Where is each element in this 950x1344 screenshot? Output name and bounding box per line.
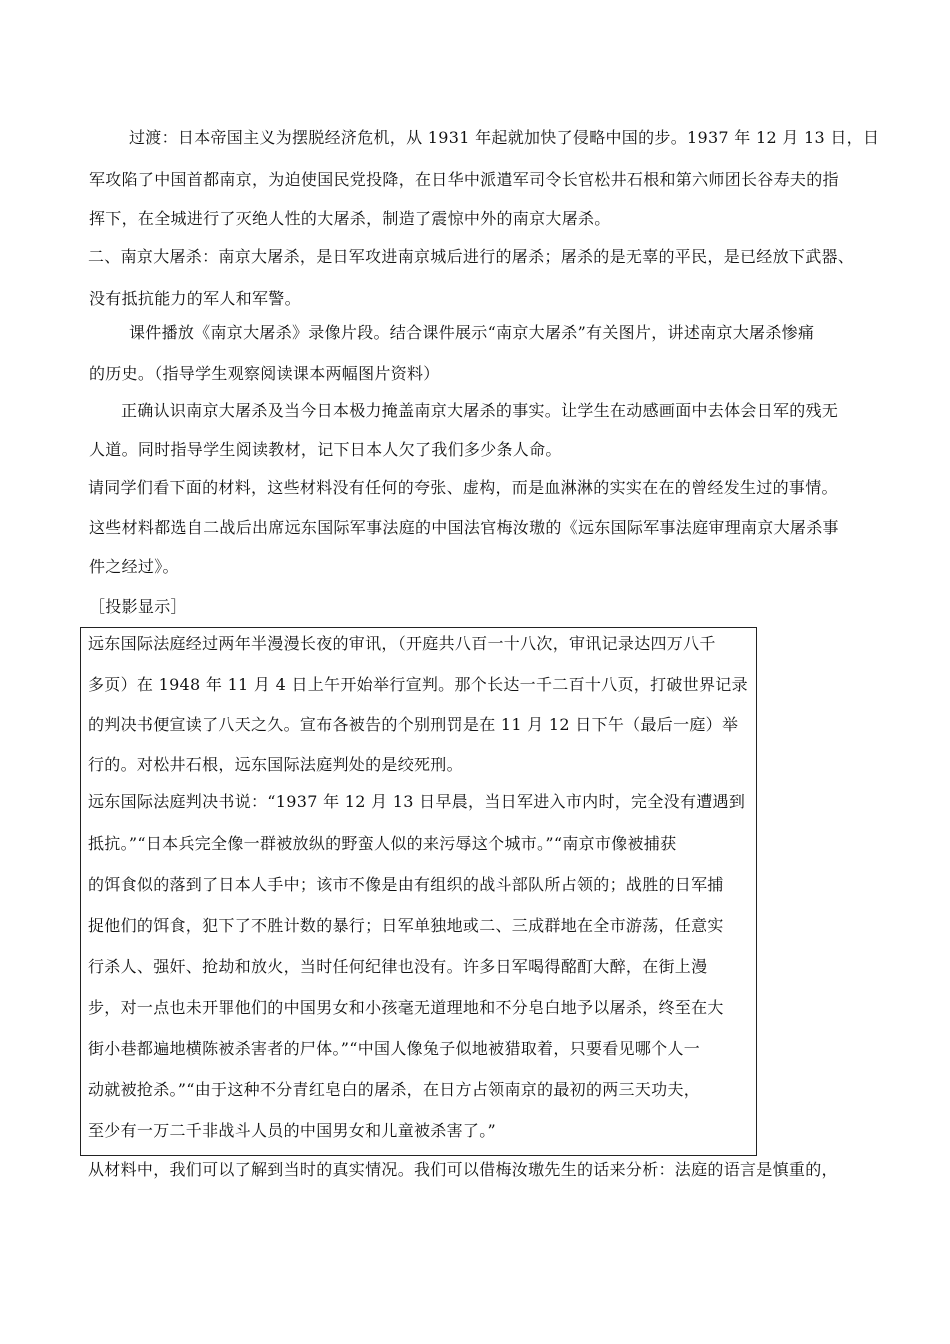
quotation-line-10: 步，对一点也未开罪他们的中国男女和小孩毫无道理地和不分皂白地予以屠杀，终至在大 [88, 998, 724, 1017]
quotation-line-7: 的饵食似的落到了日本人手中；该市不像是由有组织的战斗部队所占领的；战胜的日军捕 [88, 875, 724, 894]
quotation-line-5: 远东国际法庭判决书说：“1937 年 12 月 13 日早晨，当日军进入市内时，完全没有遭遇到 [88, 792, 746, 811]
paragraph-transition-line-2: 军攻陷了中国首都南京，为迫使国民党投降，在日华中派遣军司令长官松井石根和第六师团长谷寿夫的指 [89, 170, 839, 189]
quotation-line-13: 至少有一万二千非战斗人员的中国男女和儿童被杀害了。” [88, 1121, 496, 1140]
quotation-line-3: 的判决书便宣读了八天之久。宣布各被告的个别刑罚是在 11 月 12 日下午（最后一庭）举 [88, 715, 739, 734]
paragraph-courseware-line-1: 课件播放《南京大屠杀》录像片段。结合课件展示“南京大屠杀”有关图片，讲述南京大屠杀惨痛 [129, 323, 815, 342]
paragraph-courseware-line-2: 的历史。（指导学生观察阅读课本两幅图片资料） [89, 364, 440, 383]
paragraph-material-intro-line-1: 请同学们看下面的材料，这些材料没有任何的夸张、虚构，而是血淋淋的实实在在的曾经发生过的事情。 [88, 478, 838, 497]
paragraph-transition-line-1: 过渡：日本帝国主义为摆脱经济危机，从 1931 年起就加快了侵略中国的步。1937 年 12 月 13 日，日 [129, 128, 880, 147]
section-2-line-2: 没有抵抗能力的军人和军警。 [89, 289, 301, 308]
quotation-line-4: 行的。对松井石根，远东国际法庭判处的是绞死刑。 [88, 755, 463, 774]
paragraph-recognize-line-2: 人道。同时指导学生阅读教材，记下日本人欠了我们多少条人命。 [89, 440, 562, 459]
paragraph-closing-line: 从材料中，我们可以了解到当时的真实情况。我们可以借梅汝璈先生的话来分析：法庭的语言是慎重的， [88, 1160, 838, 1179]
quotation-line-11: 街小巷都遍地横陈被杀害者的尸体。”“中国人像兔子似地被猎取着，只要看见哪个人一 [88, 1039, 701, 1058]
paragraph-material-intro-line-2: 这些材料都选自二战后出席远东国际军事法庭的中国法官梅汝璈的《远东国际军事法庭审理南京大屠杀事 [89, 518, 839, 537]
projection-label: ［投影显示］ [89, 597, 187, 616]
paragraph-transition-line-3: 挥下，在全城进行了灭绝人性的大屠杀，制造了震惊中外的南京大屠杀。 [89, 209, 611, 228]
paragraph-recognize-line-1: 正确认识南京大屠杀及当今日本极力掩盖南京大屠杀的事实。让学生在动感画面中去体会日军的残无 [121, 401, 839, 420]
quotation-line-1: 远东国际法庭经过两年半漫漫长夜的审讯，（开庭共八百一十八次，审讯记录达四万八千 [88, 634, 716, 653]
paragraph-material-intro-line-3: 件之经过》。 [89, 557, 179, 576]
quotation-line-6: 抵抗。”“日本兵完全像一群被放纵的野蛮人似的来污辱这个城市。”“南京市像被捕获 [88, 834, 677, 853]
section-2-heading-line: 二、南京大屠杀：南京大屠杀，是日军攻进南京城后进行的屠杀；屠杀的是无辜的平民，是已经放下武器、 [88, 247, 855, 266]
quotation-line-9: 行杀人、强奸、抢劫和放火，当时任何纪律也没有。许多日军喝得酩酊大醉，在街上漫 [88, 957, 708, 976]
quotation-line-8: 捉他们的饵食，犯下了不胜计数的暴行；日军单独地或二、三成群地在全市游荡，任意实 [88, 916, 724, 935]
quotation-line-12: 动就被抢杀。”“由于这种不分青红皂白的屠杀，在日方占领南京的最初的两三天功夫， [88, 1080, 701, 1099]
quotation-line-2: 多页）在 1948 年 11 月 4 日上午开始举行宣判。那个长达一千二百十八页，打破世界记录 [88, 675, 748, 694]
